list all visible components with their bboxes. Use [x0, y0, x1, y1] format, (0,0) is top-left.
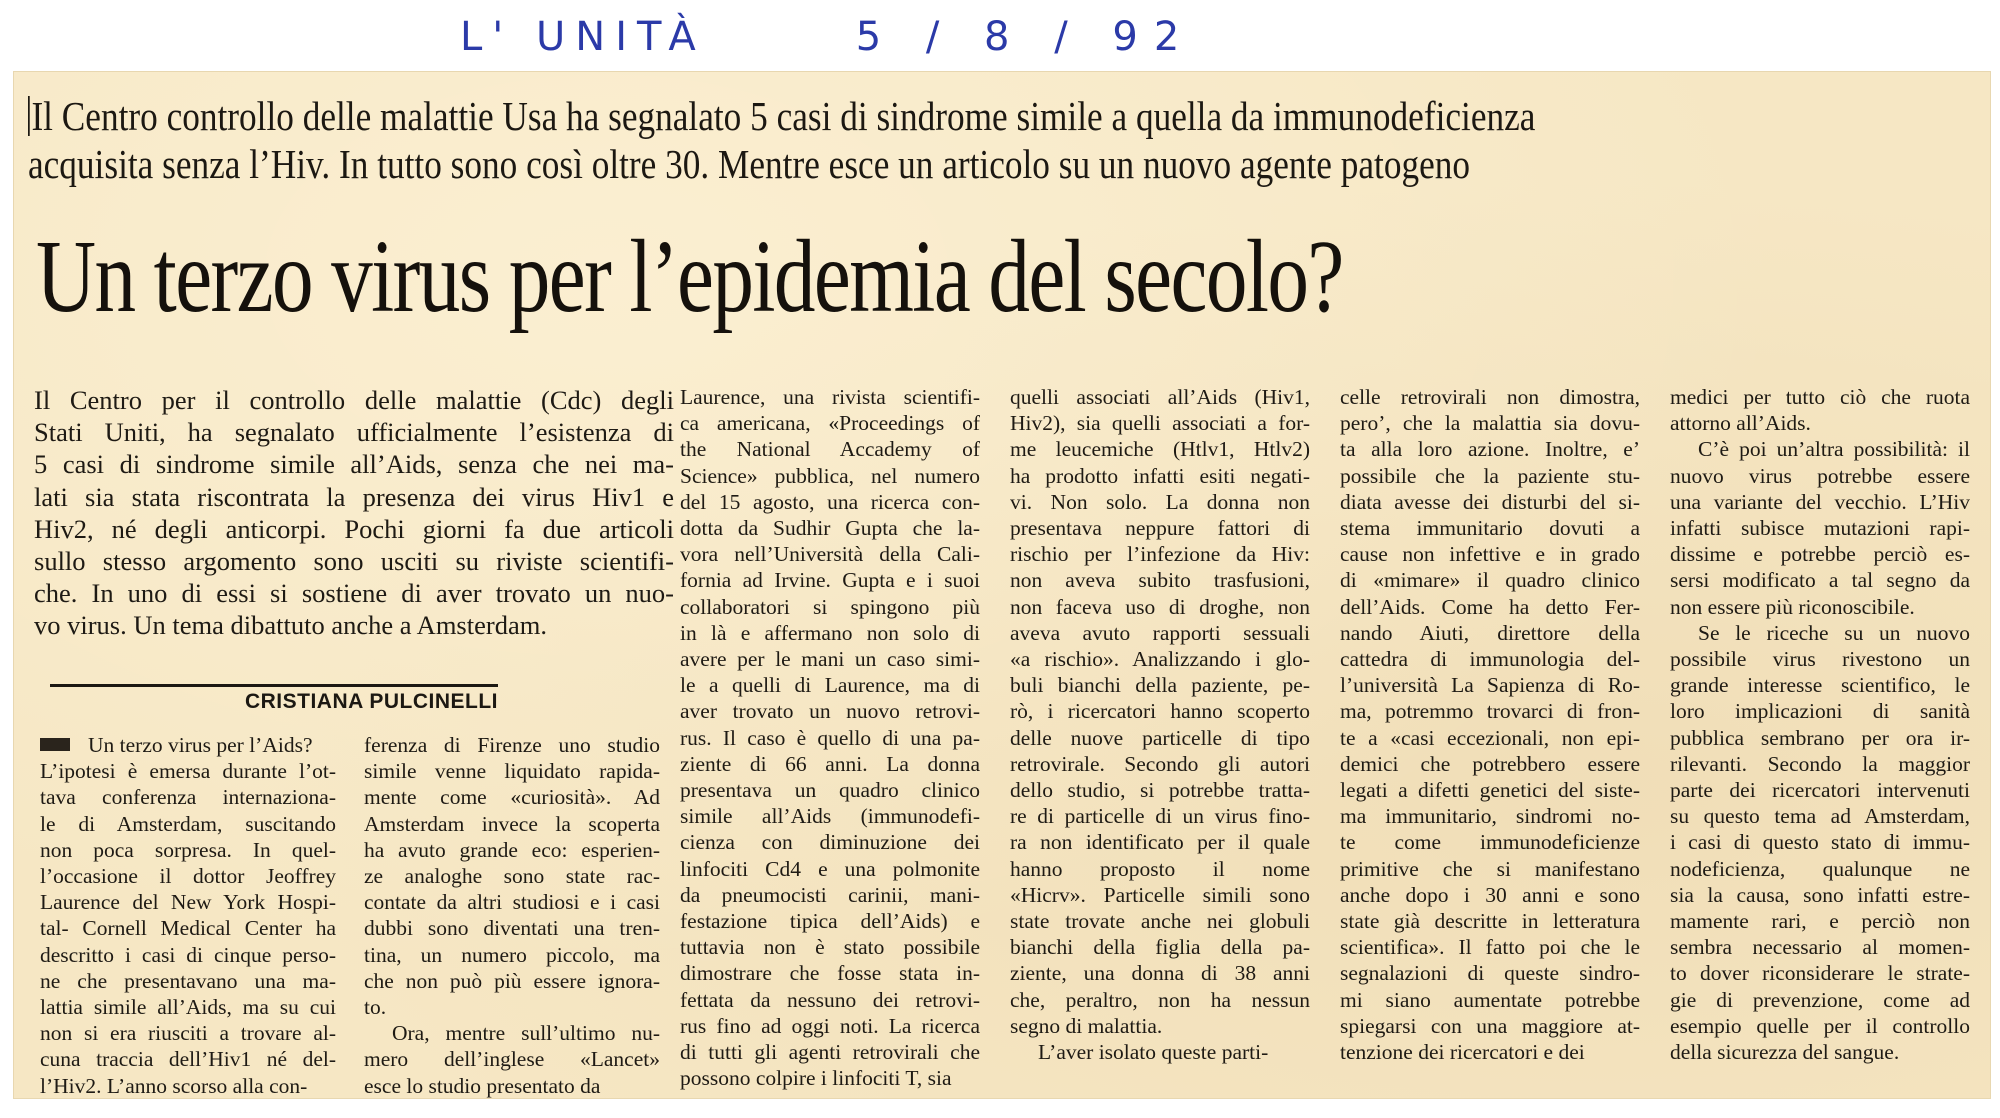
standfirst-line: lati sia stata riscontrata la presenza dei virus Hiv1 e	[34, 481, 674, 512]
article-line: «Hicrv». Particelle simili sono	[1010, 882, 1310, 907]
article-line: ca americana, «Proceedings of	[680, 411, 980, 436]
article-line: Ora, mentre sull’ultimo nu-	[392, 1021, 660, 1046]
article-column-4	[1010, 384, 1310, 1065]
article-line: collaboratori si spingono più	[680, 594, 980, 619]
article-line: descritto i casi di cinque perso-	[40, 942, 336, 967]
standfirst-line: Stati Uniti, ha segnalato ufficialmente l’esistenza di	[34, 417, 674, 448]
article-line: pero’, che la malattia sia dovu-	[1340, 411, 1640, 436]
article-line: esce lo studio presentato da	[364, 1073, 601, 1098]
article-line: quelli associati all’Aids (Hiv1,	[1010, 385, 1310, 409]
article-line: Se le riceche su un nuovo	[1698, 620, 1970, 645]
article-line: state trovate anche nei globuli	[1010, 909, 1310, 934]
article-line: non aveva subito trasfusioni,	[1010, 568, 1310, 593]
article-line: una variante del vecchio. L’Hiv	[1670, 489, 1970, 514]
article-line: avere per le mani un caso simi-	[680, 647, 980, 672]
article-line: cuna traccia dell’Hiv1 né del-	[40, 1047, 336, 1072]
article-line: Science» pubblica, nel numero	[680, 463, 980, 488]
article-line: medici per tutto ciò che ruota	[1670, 385, 1970, 409]
byline: CRISTIANA PULCINELLI	[244, 690, 498, 713]
article-column-3	[680, 384, 980, 1091]
article-line: ha prodotto infatti esiti negati-	[1010, 463, 1310, 488]
standfirst-line: Hiv2, né degli anticorpi. Pochi giorni fa due articoli	[34, 513, 674, 544]
article-line: spiegarsi con una maggiore at-	[1340, 1013, 1640, 1038]
article-line: aver trovato un nuovo retrovi-	[680, 699, 980, 724]
article-line: ziente di 66 anni. La donna	[680, 751, 980, 776]
article-line: scientifica». Il fatto poi che le	[1340, 935, 1640, 960]
article-line: nando Aiuti, direttore della	[1340, 620, 1640, 645]
headline: Un terzo virus per l’epidemia del secolo?	[36, 219, 1343, 334]
article-line: vora nell’Università della Cali-	[680, 542, 980, 567]
article-line: lattia simile all’Aids, ma su cui	[40, 995, 336, 1020]
article-column-6	[1670, 384, 1970, 1065]
article-line: celle retrovirali non dimostra,	[1340, 385, 1640, 409]
article-line: cause non infettive e in grado	[1340, 542, 1640, 567]
article-line: esempio quelle per il controllo	[1670, 1013, 1970, 1038]
article-line: C’è poi un’altra possibilità: il	[1698, 437, 1970, 462]
article-line: della sicurezza del sangue.	[1670, 1040, 1900, 1065]
article-line: to.	[364, 995, 387, 1020]
article-line: festazione tipica dell’Aids) e	[680, 909, 980, 934]
article-line: dimostrare che fosse stata in-	[680, 961, 980, 986]
article-line: fornia ad Irvine. Gupta e i suoi	[680, 568, 980, 593]
article-line: non essere più riconoscibile.	[1670, 594, 1915, 619]
handwritten-annotation	[460, 14, 1195, 60]
article-line: ma, potremmo trovarci di fron-	[1340, 699, 1640, 724]
article-line: grande interesse scientifico, le	[1670, 673, 1970, 698]
article-line: cattedra di immunologia del-	[1340, 647, 1640, 672]
article-line: delle nuove particelle di tipo	[1010, 725, 1310, 750]
byline-rule	[50, 684, 498, 687]
article-line: «a rischio». Analizzando i glo-	[1010, 647, 1310, 672]
article-line: segno di malattia.	[1010, 1013, 1163, 1038]
article-line: te a «casi eccezionali, non epi-	[1340, 725, 1640, 750]
standfirst-line: che. In uno di essi si sostiene di aver trovato un nuo-	[34, 578, 674, 609]
article-line: Laurence del New York Hospi-	[40, 890, 336, 915]
article-line: loro implicazioni di sanità	[1670, 699, 1970, 724]
article-line: nodeficienza, qualunque ne	[1670, 856, 1970, 881]
article-line: L’ipotesi è emersa durante l’ot-	[40, 759, 336, 784]
article-line: sembra necessario al momen-	[1670, 935, 1970, 960]
article-line: cienza con diminuzione dei	[680, 830, 980, 855]
kicker-bar	[28, 96, 30, 136]
article-line: bianchi della figlia della pa-	[1010, 935, 1310, 960]
article-line: to dover riconsiderare le strate-	[1670, 961, 1970, 986]
article-line: mi siano aumentate potrebbe	[1340, 987, 1640, 1012]
article-line: rus. Il caso è quello di una pa-	[680, 725, 980, 750]
article-line: da pneumocisti carinii, mani-	[680, 882, 980, 907]
article-line: rus fino ad oggi noti. La ricerca	[680, 1013, 980, 1038]
article-line: demici che potrebbero essere	[1340, 751, 1640, 776]
article-line: non poca sorpresa. In quel-	[40, 837, 336, 862]
article-line: stema immunitario dovuti a	[1340, 516, 1640, 541]
kicker-line-2: acquisita senza l’Hiv. In tutto sono così oltre 30. Mentre esce un articolo su un nuovo agente patogeno	[28, 141, 1471, 187]
article-line: contate da altri studiosi e i casi	[364, 890, 660, 915]
article-column-5	[1340, 384, 1640, 1065]
article-line: aveva avuto rapporti sessuali	[1010, 620, 1310, 645]
article-line: dubbi sono diventati una tren-	[364, 916, 660, 941]
article-line: ferenza di Firenze uno studio	[364, 733, 660, 757]
article-line: di «mimare» il quadro clinico	[1340, 568, 1640, 593]
article-line: linfociti Cd4 e una polmonite	[680, 856, 980, 881]
article-line: tal- Cornell Medical Center ha	[40, 916, 336, 941]
article-line: L’aver isolato queste parti-	[1038, 1040, 1269, 1065]
article-line: me leucemiche (Htlv1, Htlv2)	[1010, 437, 1310, 462]
article-line: dell’Aids. Come ha detto Fer-	[1340, 594, 1640, 619]
standfirst-line: Il Centro per il controllo delle malattie (Cdc) degli	[34, 385, 674, 415]
article-line: fettata da nessuno dei retrovi-	[680, 987, 980, 1012]
paragraph-bullet-icon	[40, 738, 70, 751]
article-line: ze analoghe sono state rac-	[364, 864, 660, 889]
article-line: i casi di questo stato di immu-	[1670, 830, 1970, 855]
article-line: mente come «curiosità». Ad	[364, 785, 660, 810]
article-line: infatti subisce mutazioni rapi-	[1670, 516, 1970, 541]
article-line: mamente rari, e perciò non	[1670, 909, 1970, 934]
article-line: sersi modificato a tal segno da	[1670, 568, 1970, 593]
article-line: segnalazioni di queste sindro-	[1340, 961, 1640, 986]
article-line: diata avesse dei disturbi del si-	[1340, 489, 1640, 514]
article-line: hanno proposto il nome	[1010, 856, 1310, 881]
article-line: te come immunodeficienze	[1340, 830, 1640, 855]
article-line: legati a difetti genetici del siste-	[1340, 778, 1640, 803]
article-line: in là e affermano non solo di	[680, 620, 980, 645]
article-line: rò, i ricercatori hanno scoperto	[1010, 699, 1310, 724]
standfirst-line: 5 casi di sindrome simile all’Aids, senza che nei ma-	[34, 449, 674, 480]
article-column-2	[364, 732, 660, 1099]
kicker	[28, 92, 1696, 188]
standfirst-line: vo virus. Un tema dibattuto anche a Amsterdam.	[34, 610, 547, 641]
article-line: ma immunitario, sindromi no-	[1340, 804, 1640, 829]
article-line: l’occasione il dottor Jeoffrey	[40, 864, 336, 889]
newspaper-clipping	[14, 72, 1990, 1098]
article-line: ta alla loro azione. Inoltre, e’	[1340, 437, 1640, 462]
article-line: l’università La Sapienza di Ro-	[1340, 673, 1640, 698]
article-line: parte dei ricercatori intervenuti	[1670, 778, 1970, 803]
article-line: non si era riusciti a trovare al-	[40, 1021, 336, 1046]
article-line: presentava neppure fattori di	[1010, 516, 1310, 541]
article-line: state già descritte in letteratura	[1340, 909, 1640, 934]
article-line: pubblica sembrano per ora ir-	[1670, 725, 1970, 750]
standfirst-line: sullo stesso argomento sono usciti su riviste scientifi-	[34, 546, 674, 577]
article-line: dissime e potrebbe perciò es-	[1670, 542, 1970, 567]
article-line: rilevanti. Secondo la maggior	[1670, 751, 1970, 776]
article-line: gie di prevenzione, come ad	[1670, 987, 1970, 1012]
article-line: ra non identificato per il quale	[1010, 830, 1310, 855]
article-line: Un terzo virus per l’Aids?	[40, 732, 336, 758]
article-line: dotta da Sudhir Gupta che la-	[680, 516, 980, 541]
article-line: sia la causa, sono infatti estre-	[1670, 882, 1970, 907]
article-line: ne che presentavano una ma-	[40, 968, 336, 993]
article-line: che non può più essere ignora-	[364, 968, 660, 993]
kicker-line-1: Il Centro controllo delle malattie Usa ha segnalato 5 casi di sindrome simile a quella da immunodeficienza	[28, 92, 1696, 140]
article-line: di tutti gli agenti retrovirali che	[680, 1040, 980, 1065]
article-line: ha avuto grande eco: esperien-	[364, 837, 660, 862]
article-line: possibile virus rivestono un	[1670, 647, 1970, 672]
article-line: buli bianchi della paziente, pe-	[1010, 673, 1310, 698]
article-line: possibile che la paziente stu-	[1340, 463, 1640, 488]
article-line: mero dell’inglese «Lancet»	[364, 1047, 660, 1072]
article-line: l’Hiv2. L’anno scorso alla con-	[40, 1073, 308, 1098]
article-line: le di Amsterdam, suscitando	[40, 811, 336, 836]
article-line: tina, un numero piccolo, ma	[364, 942, 660, 967]
clipping-date: 5 / 8 / 92	[855, 14, 1196, 60]
article-line: vi. Non solo. La donna non	[1010, 489, 1310, 514]
article-line: dello studio, si potrebbe tratta-	[1010, 778, 1310, 803]
newspaper-name: L' UNITÀ	[460, 14, 706, 60]
article-line: tava conferenza internaziona-	[40, 785, 336, 810]
article-line: Amsterdam invece la scoperta	[364, 811, 660, 836]
article-line: tenzione dei ricercatori e dei	[1340, 1040, 1585, 1065]
article-line: nuovo virus potrebbe essere	[1670, 463, 1970, 488]
article-line: su questo tema ad Amsterdam,	[1670, 804, 1970, 829]
article-line: anche dopo i 30 anni e sono	[1340, 882, 1640, 907]
article-line: del 15 agosto, una ricerca con-	[680, 489, 980, 514]
article-line: simile all’Aids (immunodefi-	[680, 804, 980, 829]
article-line: Laurence, una rivista scientifi-	[680, 385, 980, 409]
article-line: presentava un quadro clinico	[680, 778, 980, 803]
article-line: le a quelli di Laurence, ma di	[680, 673, 980, 698]
article-line: possono colpire i linfociti T, sia	[680, 1066, 952, 1091]
article-line: Hiv2), sia quelli associati a for-	[1010, 411, 1310, 436]
article-line: tuttavia non è stato possibile	[680, 935, 980, 960]
standfirst	[34, 384, 674, 642]
article-line: primitive che si manifestano	[1340, 856, 1640, 881]
article-line: ziente, una donna di 38 anni	[1010, 961, 1310, 986]
article-column-1	[40, 732, 336, 1099]
article-line: non faceva uso di droghe, non	[1010, 594, 1310, 619]
article-line: retrovirale. Secondo gli autori	[1010, 751, 1310, 776]
article-line: attorno all’Aids.	[1670, 411, 1811, 436]
article-line: rischio per l’infezione da Hiv:	[1010, 542, 1310, 567]
article-line: re di particelle di un virus fino-	[1010, 804, 1310, 829]
article-line: che, peraltro, non ha nessun	[1010, 987, 1310, 1012]
article-line: simile venne liquidato rapida-	[364, 759, 660, 784]
article-line: the National Accademy of	[680, 437, 980, 462]
